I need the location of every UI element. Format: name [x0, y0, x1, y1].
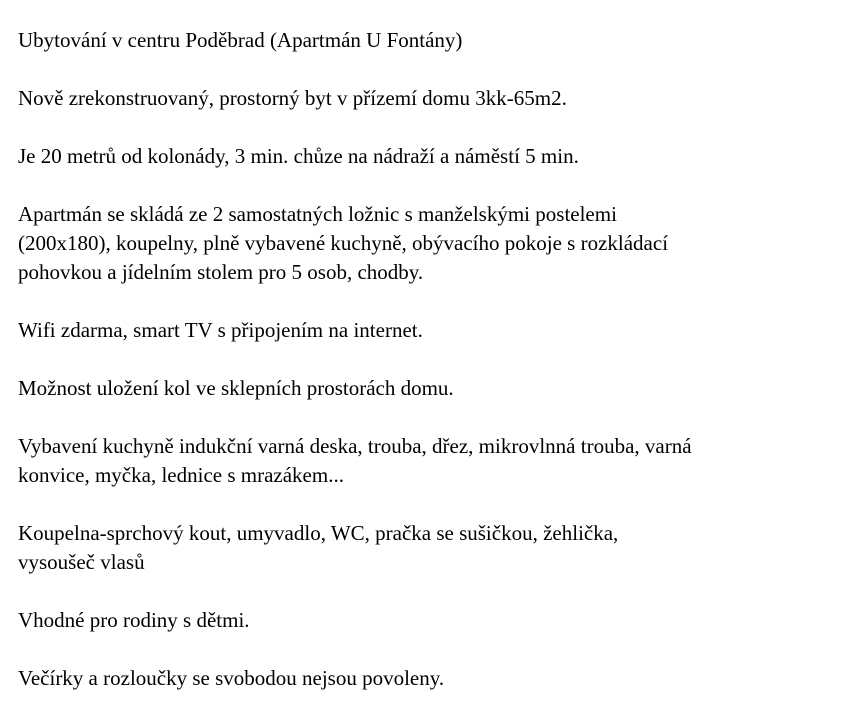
document-body	[18, 26, 844, 693]
kitchen-equipment-paragraph: Vybavení kuchyně indukční varná deska, trouba, dřez, mikrovlnná trouba, varná konvice, myčka, lednice s mrazákem...	[18, 434, 692, 487]
bike-storage-paragraph: Možnost uložení kol ve sklepních prostorách domu.	[18, 376, 454, 400]
party-policy-paragraph: Večírky a rozloučky se svobodou nejsou povoleny.	[18, 666, 445, 690]
apartment-summary-paragraph: Nově zrekonstruovaný, prostorný byt v přízemí domu 3kk-65m2.	[18, 86, 567, 110]
title-paragraph: Ubytování v centru Poděbrad (Apartmán U Fontány)	[18, 28, 463, 52]
bathroom-equipment-paragraph: Koupelna-sprchový kout, umyvadlo, WC, pračka se sušičkou, žehlička, vysoušeč vlasů	[18, 521, 619, 574]
location-paragraph: Je 20 metrů od kolonády, 3 min. chůze na nádraží a náměstí 5 min.	[18, 144, 579, 168]
families-paragraph: Vhodné pro rodiny s dětmi.	[18, 608, 250, 632]
wifi-tv-paragraph: Wifi zdarma, smart TV s připojením na internet.	[18, 318, 423, 342]
layout-paragraph: Apartmán se skládá ze 2 samostatných ložnic s manželskými postelemi (200x180), koupelny, plně vybavené kuchyně, obývacího pokoje s rozkládací pohovkou a jídelním stolem pro 5 osob, chodby.	[18, 202, 669, 284]
